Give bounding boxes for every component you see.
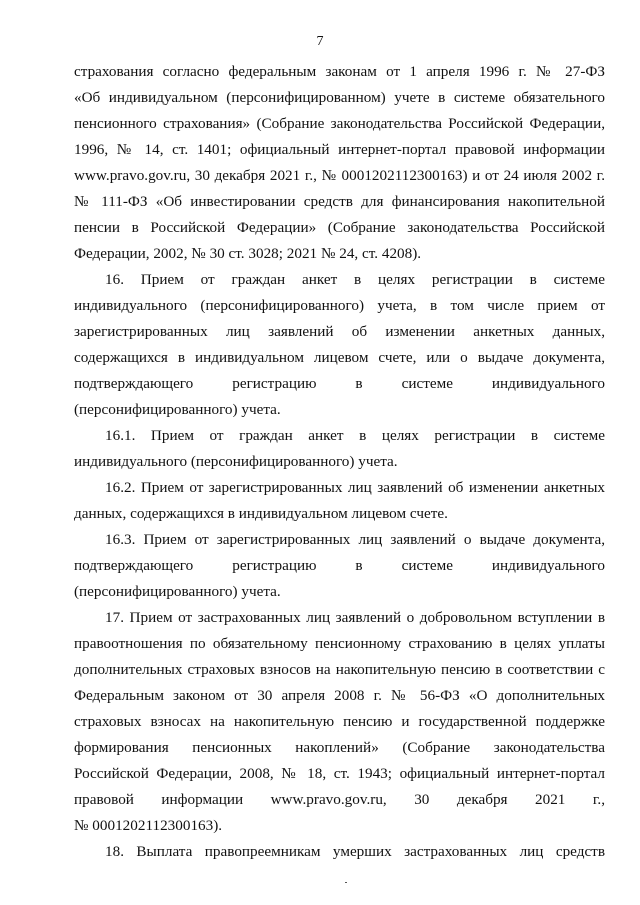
text-line: индивидуального (персонифицированного) учета, в том числе прием от <box>74 297 605 314</box>
text-line: www.pravo.gov.ru, 30 декабря 2021 г., № 0001202112300163) и от 24 июля 2002 г. <box>74 167 605 184</box>
text-line: страховых взносах на накопительную пенсию и государственной поддержке <box>74 713 605 730</box>
text-line: зарегистрированных лиц заявлений об изменении анкетных данных, <box>74 323 605 340</box>
paragraph-16-3: 16.3. Прием от зарегистрированных лиц заявлений о выдаче документа, <box>105 531 605 548</box>
page-number: 7 <box>316 34 324 49</box>
paragraph-16-2: 16.2. Прием от зарегистрированных лиц заявлений об изменении анкетных <box>105 479 605 496</box>
text-line: Федеральным законом от 30 апреля 2008 г. № 56-ФЗ «О дополнительных <box>74 687 605 704</box>
text-line: Федерации, 2002, № 30 ст. 3028; 2021 № 24, ст. 4208). <box>74 245 422 262</box>
text-line: страхования согласно федеральным законам от 1 апреля 1996 г. № 27-ФЗ <box>74 63 605 80</box>
paragraph-17: 17. Прием от застрахованных лиц заявлений о добровольном вступлении в <box>105 609 605 626</box>
text-line: формирования пенсионных накоплений» (Собрание законодательства <box>74 739 605 756</box>
scan-speck <box>345 882 347 883</box>
text-line: подтверждающего регистрацию в системе индивидуального <box>74 375 605 392</box>
text-line: индивидуального (персонифицированного) учета. <box>74 453 398 470</box>
text-line: № 0001202112300163). <box>74 817 223 834</box>
text-line: правовой информации www.pravo.gov.ru, 30 декабря 2021 г., <box>74 791 605 808</box>
text-line: правоотношения по обязательному пенсионному страхованию в целях уплаты <box>74 635 605 652</box>
text-line: содержащихся в индивидуальном лицевом счете, или о выдаче документа, <box>74 349 605 366</box>
paragraph-16-1: 16.1. Прием от граждан анкет в целях регистрации в системе <box>105 427 605 444</box>
paragraph-18: 18. Выплата правопреемникам умерших застрахованных лиц средств <box>105 843 605 860</box>
paragraph-16-heading: 16. Прием от граждан анкет в целях регистрации в системе <box>105 271 605 288</box>
text-line: пенсионного страхования» (Собрание законодательства Российской Федерации, <box>74 115 605 132</box>
text-line: (персонифицированного) учета. <box>74 583 281 600</box>
text-line: пенсии в Российской Федерации» (Собрание законодательства Российской <box>74 219 605 236</box>
text-line: дополнительных страховых взносов на накопительную пенсию в соответствии с <box>74 661 605 678</box>
text-line: Российской Федерации, 2008, № 18, ст. 1943; официальный интернет-портал <box>74 765 605 782</box>
text-line: № 111-ФЗ «Об инвестировании средств для финансирования накопительной <box>74 193 605 210</box>
text-line: (персонифицированного) учета. <box>74 401 281 418</box>
text-line: подтверждающего регистрацию в системе индивидуального <box>74 557 605 574</box>
text-line: 1996, № 14, ст. 1401; официальный интернет-портал правовой информации <box>74 141 605 158</box>
text-line: «Об индивидуальном (персонифицированном) учете в системе обязательного <box>74 89 605 106</box>
text-line: данных, содержащихся в индивидуальном лицевом счете. <box>74 505 448 522</box>
